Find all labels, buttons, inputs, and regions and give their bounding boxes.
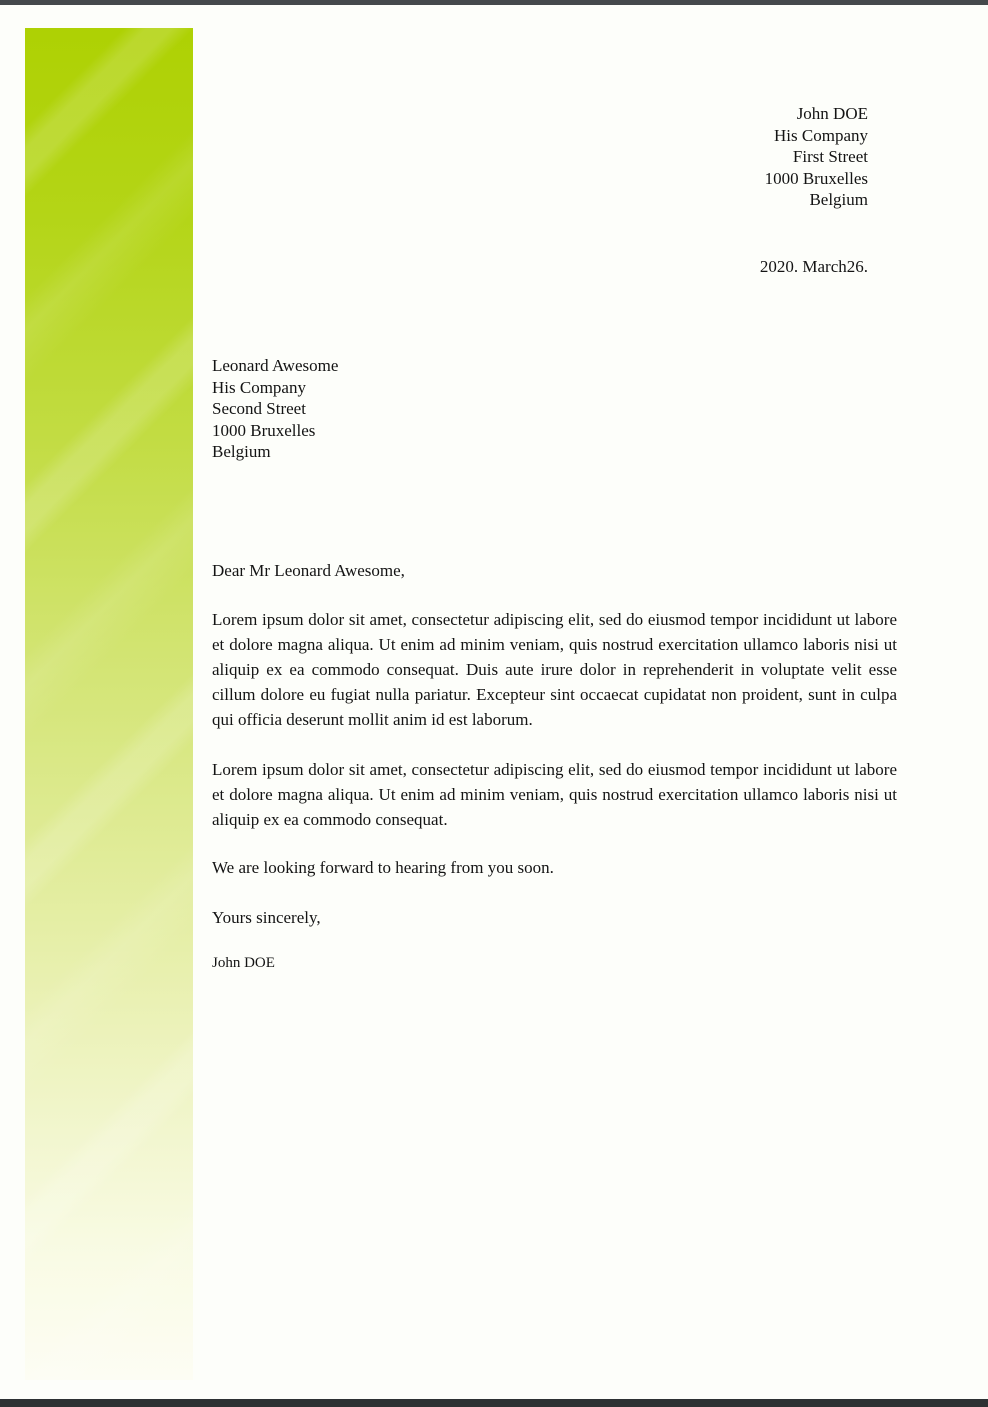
sender-company: His Company	[774, 125, 868, 145]
body-paragraph-1: Lorem ipsum dolor sit amet, consectetur adipiscing elit, sed do eiusmod tempor incididunt ut labore et dolore magna aliqua. Ut enim ad minim veniam, quis nostrud exercitation ullamco laboris nisi ut aliquip ex ea commodo consequat. Duis aute irure dolor in reprehenderit in voluptate velit esse cillum dolore eu fugiat nulla pariatur. Excepteur sint occaecat cupidatat non proident, sunt in culpa qui officia deserunt mollit anim id est laborum.	[212, 610, 897, 729]
signoff-line: Yours sincerely,	[212, 908, 321, 927]
sender-street: First Street	[792, 147, 868, 166]
signature-name: John DOE	[212, 955, 275, 971]
closing-line: We are looking forward to hearing from you soon.	[212, 858, 554, 877]
recipient-company: His Company	[212, 377, 306, 397]
sender-address-block	[765, 103, 868, 211]
recipient-address-block	[212, 355, 338, 463]
recipient-street: Second Street	[212, 399, 306, 418]
recipient-city: 1000 Bruxelles	[212, 420, 316, 440]
recipient-name: Leonard Awesome	[212, 356, 339, 375]
sender-country: Belgium	[809, 190, 868, 209]
letter-body	[212, 558, 897, 974]
salutation: Dear Mr Leonard Awesome,	[212, 561, 405, 580]
window-bottom-edge	[0, 1399, 988, 1407]
sender-name: John DOE	[796, 104, 868, 123]
body-paragraph-2: Lorem ipsum dolor sit amet, consectetur adipiscing elit, sed do eiusmod tempor incididunt ut labore et dolore magna aliqua. Ut enim ad minim veniam, quis nostrud exercitation ullamco laboris nisi ut aliquip ex ea commodo consequat.	[212, 760, 897, 829]
recipient-country: Belgium	[212, 442, 271, 461]
sender-city: 1000 Bruxelles	[764, 168, 868, 188]
letter-date: 2020. March26.	[759, 257, 868, 276]
window-top-edge	[0, 0, 988, 5]
accent-gradient-bar	[25, 28, 193, 1380]
